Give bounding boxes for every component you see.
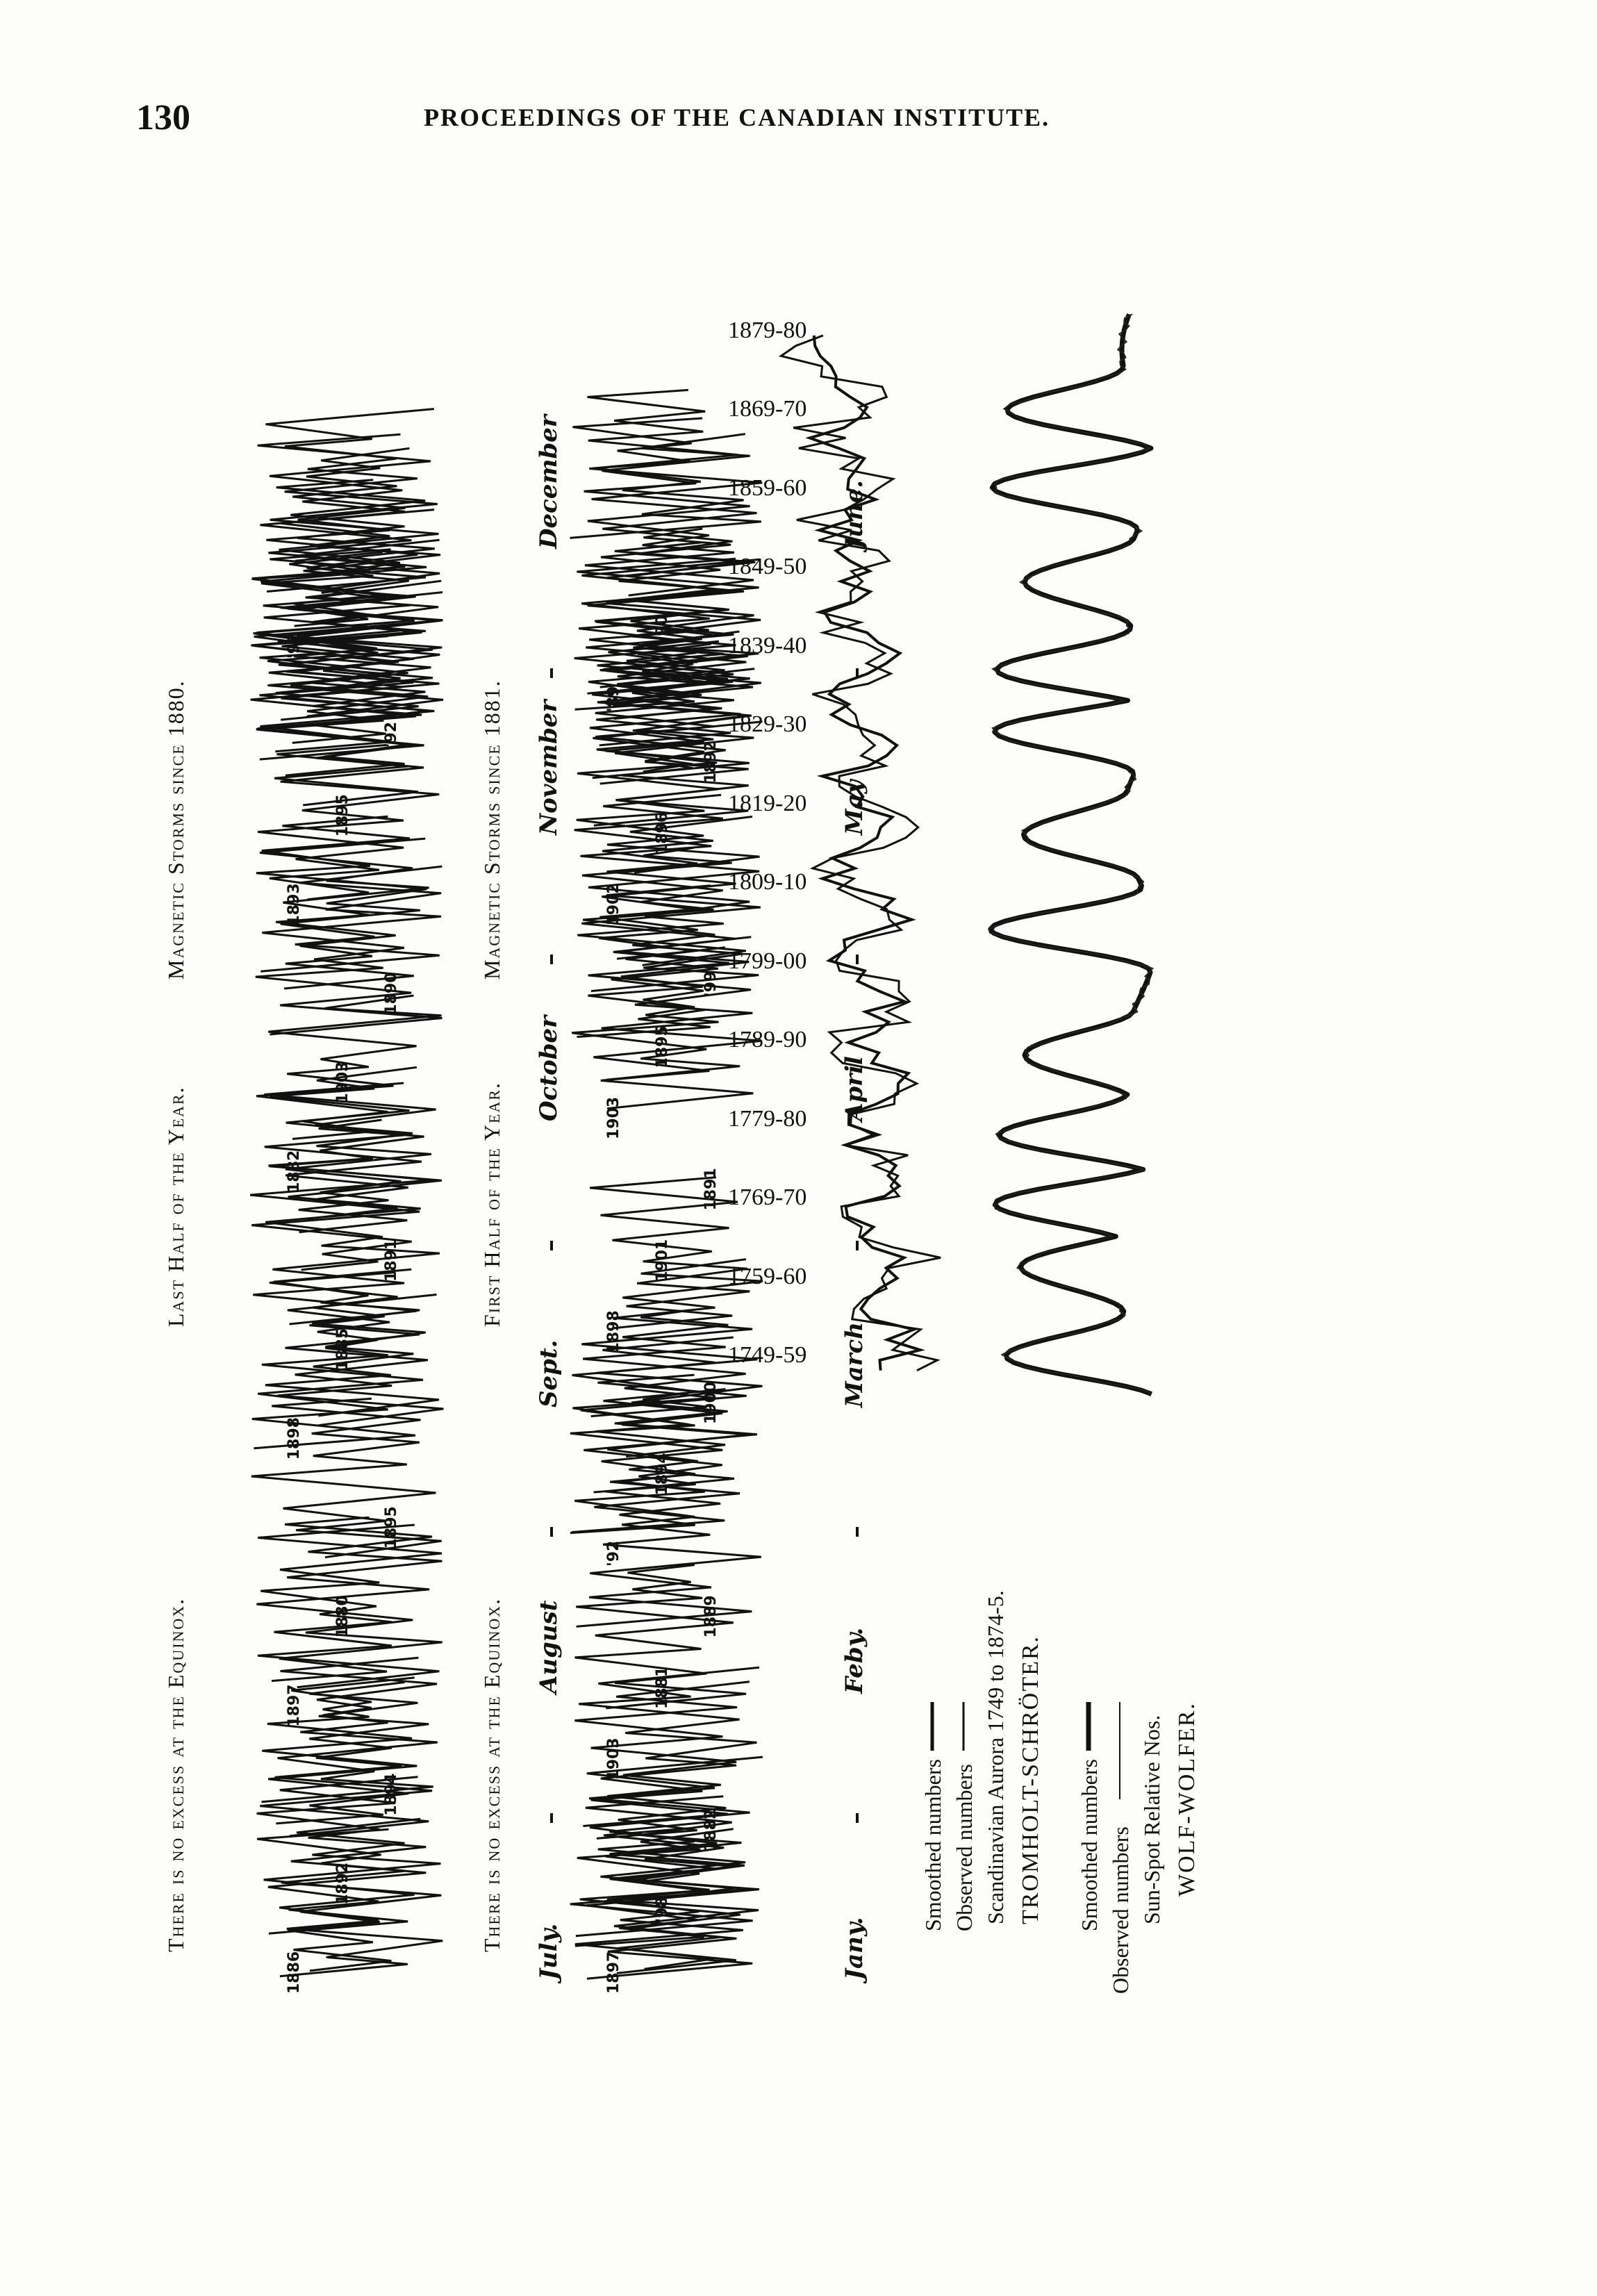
month-label: March bbox=[841, 1321, 868, 1407]
decade-label: 1789-90 bbox=[728, 1027, 807, 1053]
aurora-smoothed-curve bbox=[810, 336, 920, 1371]
magnetic-storm-first-half-line bbox=[574, 1474, 761, 1627]
storm-year-mark: 1897 bbox=[605, 1951, 622, 1994]
decade-label: 1869-70 bbox=[728, 396, 807, 422]
storm-year-mark: 1896 bbox=[654, 811, 671, 854]
rotated-figure bbox=[139, 201, 1264, 2230]
storm-year-mark: 1898 bbox=[605, 1310, 622, 1353]
decade-label: 1859-60 bbox=[728, 474, 807, 501]
storm-year-mark: '91 bbox=[286, 632, 303, 659]
tromholt-subtitle: Scandinavian Aurora 1749 to 1874-5. bbox=[983, 1590, 1008, 1924]
aurora-observed-curve bbox=[781, 336, 941, 1371]
decade-label: 1779-80 bbox=[728, 1105, 807, 1132]
month-label: October bbox=[535, 1015, 563, 1121]
storm-year-mark: 1895 bbox=[334, 794, 351, 837]
storm-year-mark: 1894 bbox=[654, 1453, 671, 1496]
storm-year-mark: 1898 bbox=[286, 1417, 303, 1460]
running-head: PROCEEDINGS OF THE CANADIAN INSTITUTE. bbox=[424, 104, 1050, 131]
storm-year-mark: 1895 bbox=[383, 1506, 400, 1549]
month-label: July. bbox=[535, 1923, 563, 1980]
decade-label: 1749-59 bbox=[728, 1342, 807, 1368]
storm-year-mark: 1892 bbox=[702, 741, 720, 784]
month-label: December bbox=[535, 415, 563, 549]
storm-year-mark: 1897 bbox=[286, 1684, 303, 1727]
caption-first-half-tail: There is no excess at the Equinox. bbox=[479, 1597, 504, 1952]
decade-label: 1809-10 bbox=[728, 869, 807, 895]
decade-label: 1849-50 bbox=[728, 554, 807, 580]
decade-label: 1769-70 bbox=[728, 1184, 807, 1211]
storm-year-mark: '92 bbox=[605, 1540, 622, 1567]
month-label: Sept. bbox=[535, 1339, 563, 1407]
storm-year-mark: 1903 bbox=[334, 1061, 351, 1104]
page-number: 130 bbox=[136, 98, 190, 138]
storm-year-mark: '99 bbox=[702, 971, 720, 997]
wolf-subtitle: Sun-Spot Relative Nos. bbox=[1139, 1715, 1164, 1924]
figure-plots bbox=[139, 201, 1264, 2230]
storm-year-mark: 1892 bbox=[334, 1862, 351, 1905]
caption-first-half-right: First Half of the Year. bbox=[479, 1082, 504, 1327]
storm-year-mark: 1891 bbox=[702, 1168, 720, 1211]
storm-year-mark: 1885 bbox=[334, 1328, 351, 1371]
storm-year-mark: 1903 bbox=[605, 1737, 622, 1781]
wolf-smoothed-label: Smoothed numbers bbox=[1077, 1759, 1102, 1931]
decade-label: 1829-30 bbox=[728, 711, 807, 738]
storm-year-mark: '98 bbox=[654, 1897, 671, 1923]
month-label: June. bbox=[841, 480, 868, 549]
figure-content bbox=[139, 201, 1264, 2230]
decade-label: 1819-20 bbox=[728, 790, 807, 816]
month-label: April bbox=[841, 1056, 868, 1121]
wolf-title: WOLF-WOLFER. bbox=[1174, 1702, 1200, 1897]
storm-year-mark: 1886 bbox=[286, 1951, 303, 1994]
caption-last-half-tail: There is no excess at the Equinox. bbox=[163, 1597, 188, 1952]
caption-last-half-left: Magnetic Storms since 1880. bbox=[163, 679, 188, 980]
storm-year-mark: 1880 bbox=[334, 1595, 351, 1638]
storm-year-mark: 1882 bbox=[286, 1150, 303, 1193]
storm-year-mark: 1895 bbox=[654, 1025, 671, 1068]
storm-year-mark: '89 bbox=[605, 686, 622, 712]
storm-year-mark: 1901 bbox=[654, 1239, 671, 1282]
storm-year-mark: 1882 bbox=[702, 1808, 720, 1851]
storm-year-mark: 1894 bbox=[383, 1773, 400, 1816]
storm-year-mark: 1893 bbox=[286, 883, 303, 926]
caption-first-half-left: Magnetic Storms since 1881. bbox=[479, 679, 504, 980]
caption-last-half-right: Last Half of the Year. bbox=[163, 1086, 188, 1327]
tromholt-observed-label: Observed numbers bbox=[952, 1764, 977, 1931]
month-label: Feby. bbox=[841, 1627, 868, 1694]
month-label: August bbox=[535, 1600, 563, 1694]
month-label: May bbox=[841, 779, 868, 835]
tromholt-smoothed-label: Smoothed numbers bbox=[920, 1759, 945, 1931]
page-header bbox=[0, 97, 1597, 139]
storm-year-mark: 1902 bbox=[605, 883, 622, 926]
storm-year-mark: 1881 bbox=[654, 1666, 671, 1709]
wolf-observed-label: Observed numbers bbox=[1108, 1826, 1133, 1994]
storm-year-mark: 1891 bbox=[383, 1239, 400, 1282]
storm-year-mark: '92 bbox=[383, 721, 400, 748]
storm-year-mark: 1890 bbox=[383, 972, 400, 1015]
decade-label: 1799-00 bbox=[728, 948, 807, 974]
month-label: November bbox=[535, 700, 563, 835]
decade-label: 1879-80 bbox=[728, 317, 807, 343]
decade-label: 1839-40 bbox=[728, 632, 807, 659]
storm-year-mark: 1889 bbox=[702, 1595, 720, 1638]
storm-year-mark: '90 bbox=[654, 615, 671, 641]
storm-year-mark: 1903 bbox=[605, 1096, 622, 1139]
storm-year-mark: 1900 bbox=[702, 1381, 720, 1424]
tromholt-title: TROMHOLT-SCHRÖTER. bbox=[1018, 1635, 1043, 1924]
decade-label: 1759-60 bbox=[728, 1263, 807, 1289]
month-label: Jany. bbox=[841, 1917, 868, 1980]
